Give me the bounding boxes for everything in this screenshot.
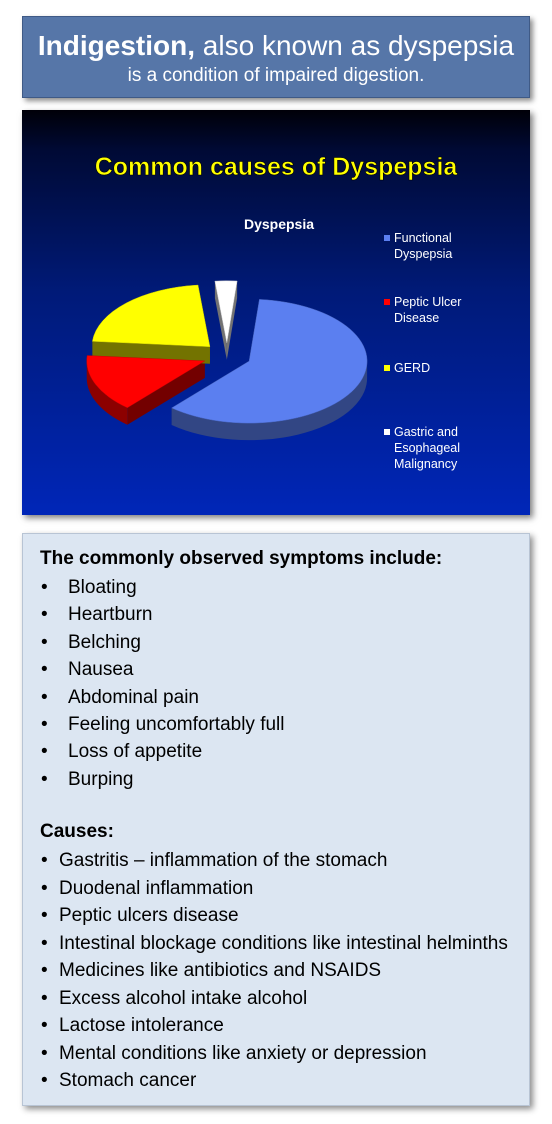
symptom-item: • Heartburn [40, 601, 529, 628]
legend-label: Peptic Ulcer [394, 295, 462, 309]
legend [384, 231, 461, 471]
banner-line-1 [23, 29, 529, 63]
symptom-item: • Feeling uncomfortably full [40, 711, 529, 738]
causes-list [40, 847, 529, 1095]
title-banner [22, 16, 530, 98]
info-box [22, 533, 530, 1106]
cause-item: • Mental conditions like anxiety or depression [40, 1040, 529, 1068]
pie-chart-panel [22, 110, 530, 515]
legend-swatch [384, 235, 390, 241]
legend-item [384, 295, 461, 325]
legend-swatch [384, 365, 390, 371]
symptoms-heading: The commonly observed symptoms include: [40, 548, 443, 569]
symptom-item: • Belching [40, 629, 529, 656]
banner-line-1-rest: also known as dyspepsia [195, 30, 515, 61]
legend-item [384, 361, 430, 375]
symptoms-list [40, 574, 529, 793]
cause-item: • Duodenal inflammation [40, 875, 529, 903]
pie-slices [87, 281, 367, 440]
cause-item: • Excess alcohol intake alcohol [40, 985, 529, 1013]
symptom-item: • Abdominal pain [40, 684, 529, 711]
causes-heading: Causes: [40, 821, 114, 843]
chart-subtitle: Dyspepsia [243, 216, 315, 232]
legend-label: Disease [394, 311, 440, 325]
banner-bold-word: Indigestion, [37, 30, 196, 61]
legend-label: Malignancy [394, 457, 458, 471]
cause-item: • Peptic ulcers disease [40, 902, 529, 930]
legend-swatch [384, 299, 390, 305]
legend-item [384, 425, 460, 471]
pie-slice-gerd [92, 285, 210, 347]
symptom-item: • Loss of appetite [40, 738, 529, 765]
legend-label: Dyspepsia [394, 247, 453, 261]
pie-chart [22, 110, 530, 515]
chart-title: Common causes of Dyspepsia [94, 153, 458, 181]
legend-label: Functional [394, 231, 452, 245]
symptom-item: • Burping [40, 766, 529, 793]
banner-line-2: is a condition of impaired digestion. [127, 65, 425, 86]
legend-label: GERD [394, 361, 431, 375]
cause-item: • Stomach cancer [40, 1067, 529, 1095]
cause-item: • Intestinal blockage conditions like intestinal helminths [40, 930, 529, 958]
symptom-item: • Nausea [40, 656, 529, 683]
legend-swatch [384, 429, 390, 435]
symptom-item: • Bloating [40, 574, 529, 601]
cause-item: • Lactose intolerance [40, 1012, 529, 1040]
legend-label: Gastric and [394, 425, 458, 439]
legend-item [384, 231, 452, 261]
cause-item: • Medicines like antibiotics and NSAIDS [40, 957, 529, 985]
cause-item: • Gastritis – inflammation of the stomach [40, 847, 529, 875]
legend-label: Esophageal [394, 441, 461, 455]
